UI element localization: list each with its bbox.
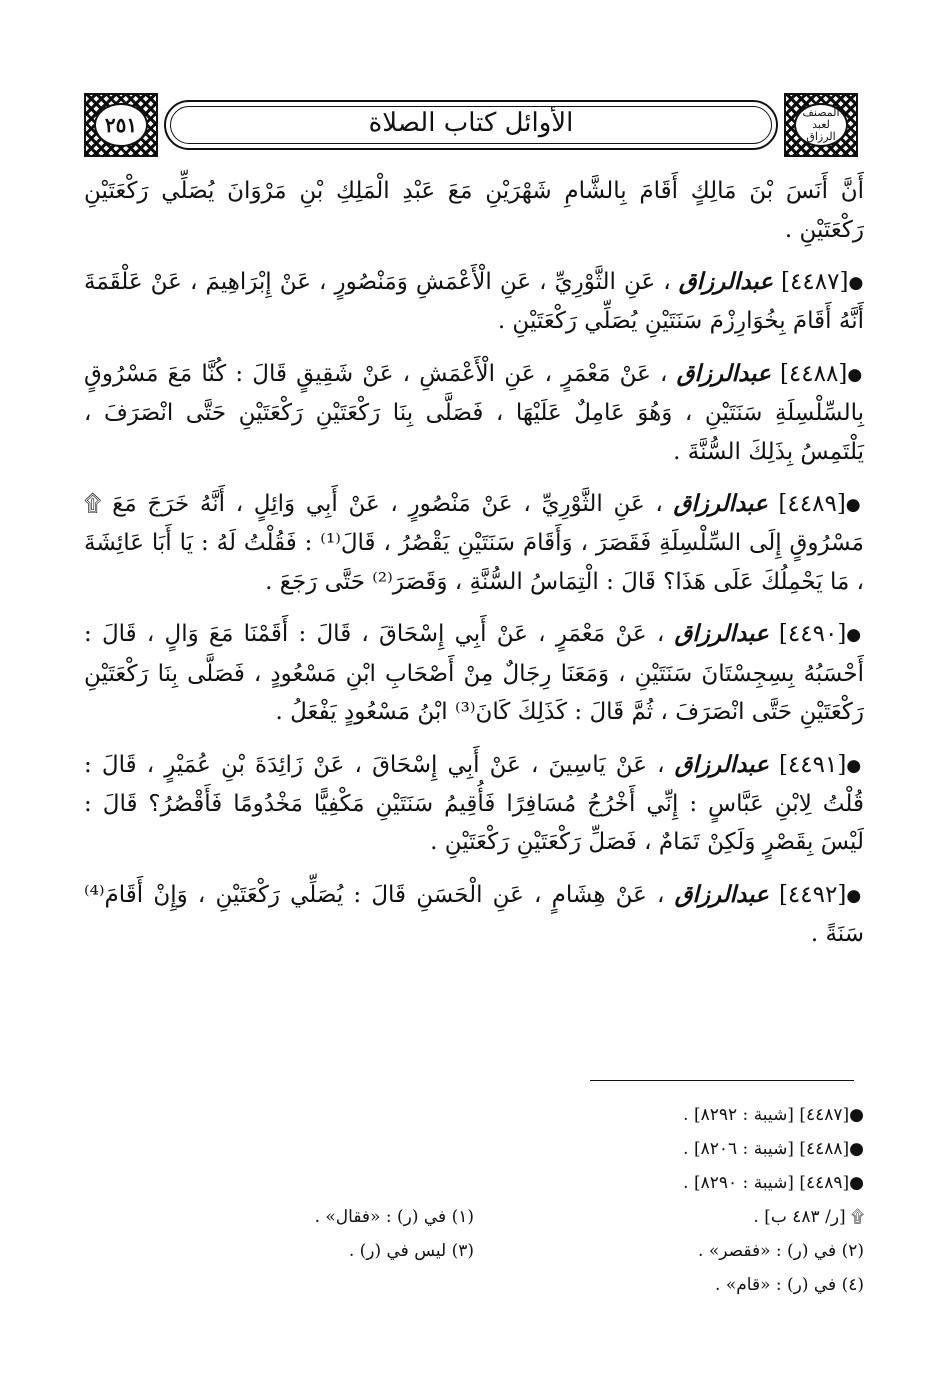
hadith-text: ، عَنْ يَاسِينَ ، عَنْ أَبِي إِسْحَاقَ ، عَنْ زَائِدَةَ بْنِ عُمَيْرٍ ، قَالَ : قُلْتُ لِابْنِ عَبَّاسٍ : إِنِّي أَخْرُجُ مُسَافِرًا فَأُقِيمُ سَنَتَيْنِ مَكْفِيًّا مَخْدُومًا فَأَقْصُرُ؟ قَالَ : لَيْسَ بِقَصْرٍ وَلَكِنْ تَمَامٌ ، فَصَلِّ رَكْعَتَيْنِ رَكْعَتَيْنِ . [84, 751, 864, 856]
main-text [84, 172, 864, 968]
bullet-icon: ● [849, 1105, 864, 1125]
page-number: ٢٥١ [104, 113, 138, 137]
bullet-icon: ● [846, 755, 864, 776]
narrator-name: عبدالرزاق [676, 359, 771, 387]
bullet-icon: ● [846, 625, 865, 645]
hadith-4491 [84, 746, 864, 862]
hadith-number: [٤٤٩١] [778, 751, 847, 778]
running-header [84, 90, 858, 160]
manuscript-marker-note: ۩ [ر/ ٤٨٣ ب] . [753, 1207, 864, 1227]
bullet-icon: ● [846, 885, 865, 906]
hadith-text: ، عَنِ الثَّوْرِيِّ ، عَنْ مَنْصُورٍ ، عَنْ أَبِي وَائِلٍ ، أَنَّهُ خَرَجَ مَعَ ۩ مَسْرُوقٍ إِلَى السِّلْسِلَةِ فَقَصَرَ ، وَأَقَامَ سَنَتَيْنِ يَقْصُرُ ، قَالَ⁽¹⁾ : فَقُلْتُ لَهُ : يَا أَبَا عَائِشَةَ ، مَا يَحْمِلُكَ عَلَى هَذَا؟ قَالَ : الْتِمَاسُ السُّنَّةِ ، وَقَصَرَ⁽²⁾ حَتَّى رَجَعَ . [84, 491, 864, 595]
title-cartouche [164, 100, 778, 150]
hadith-text: ، عَنْ مَعْمَرٍ ، عَنِ الْأَعْمَشِ ، عَنْ شَقِيقٍ قَالَ : كُنَّا مَعَ مَسْرُوقٍ بِالسِّلْسِلَةِ سَنَتَيْنِ ، وَهُوَ عَامِلٌ عَلَيْهَا ، فَصَلَّى بِنَا رَكْعَتَيْنِ رَكْعَتَيْنِ حَتَّى انْصَرَفَ ، يَلْتَمِسُ بِذَلِكَ السُّنَّةَ . [84, 360, 864, 465]
bullet-icon: ● [849, 1173, 864, 1193]
bullet-icon: ● [849, 1139, 864, 1159]
footnote-2: (٢) في (ر) : «فقصر» . [698, 1241, 864, 1261]
hadith-4492 [84, 876, 864, 954]
book-emblem-ornament [784, 93, 858, 157]
hadith-number: [٤٤٩٢] [778, 881, 847, 908]
hadith-text: ، عَنْ مَعْمَرٍ ، عَنْ أَبِي إِسْحَاقَ ، قَالَ : أَقَمْنَا مَعَ وَالٍ ، قَالَ : أَحْسَبُهُ بِسِجِسْتَانَ سَنَتَيْنِ ، وَمَعَنَا رِجَالٌ مِنْ أَصْحَابِ ابْنِ مَسْعُودٍ ، فَصَلَّى بِنَا رَكْعَتَيْنِ رَكْعَتَيْنِ حَتَّى انْصَرَفَ ، ثُمَّ قَالَ : كَذَلِكَ كَانَ⁽³⁾ ابْنُ مَسْعُودٍ يَفْعَلُ . [84, 621, 864, 725]
narrator-name: عبدالرزاق [674, 880, 769, 908]
bullet-icon: ● [848, 272, 865, 293]
source-note: ● [٤٤٨٨] [شيبة : ٨٢٠٦] . [84, 1132, 864, 1166]
footnote-3: (٣) ليس في (ر) . [348, 1241, 474, 1261]
hadith-text: ، عَنْ هِشَامٍ ، عَنِ الْحَسَنِ قَالَ : يُصَلِّي رَكْعَتَيْنِ ، وَإِنْ أَقَامَ⁽⁴⁾ سَنَةً . [84, 881, 864, 947]
footnote-divider [590, 1080, 854, 1081]
source-note: ● [٤٤٨٧] [شيبة : ٨٢٩٢] . [84, 1098, 864, 1132]
narrator-name: عبدالرزاق [674, 750, 769, 778]
book-emblem-text: المصنف لعبد الرزاق [802, 106, 840, 143]
hadith-4490 [84, 615, 864, 731]
source-note: ● [٤٤٨٩] [شيبة : ٨٢٩٠] . [84, 1166, 864, 1200]
footnote-row [84, 1234, 864, 1268]
hadith-number: [٤٤٨٩] [778, 491, 846, 517]
running-title: الأوائل كتاب الصلاة [368, 108, 574, 138]
hadith-4489 [84, 485, 864, 601]
narrator-name: عبدالرزاق [673, 490, 768, 517]
hadith-4488 [84, 355, 864, 471]
continuation-paragraph: أَنَّ أَنَسَ بْنَ مَالِكٍ أَقَامَ بِالشَّامِ شَهْرَيْنِ مَعَ عَبْدِ الْمَلِكِ بْنِ مَرْوَانَ يُصَلِّي رَكْعَتَيْنِ رَكْعَتَيْنِ . [84, 178, 864, 243]
footnote-1: (١) في (ر) : «فقال» . [314, 1207, 474, 1227]
footnote-row [84, 1268, 864, 1302]
bullet-icon: ● [847, 364, 864, 385]
hadith-number: [٤٤٨٨] [779, 360, 848, 387]
narrator-name: عبدالرزاق [674, 620, 769, 648]
footnote-row [84, 1200, 864, 1234]
footnote-4: (٤) في (ر) : «قام» . [715, 1275, 864, 1295]
hadith-4487 [84, 263, 864, 341]
page-number-ornament [84, 93, 158, 157]
bullet-icon: ● [845, 494, 865, 515]
hadith-number: [٤٤٩٠] [778, 621, 847, 648]
hadith-text: ، عَنِ الثَّوْرِيِّ ، عَنِ الْأَعْمَشِ وَمَنْصُورٍ ، عَنْ إِبْرَاهِيمَ ، عَنْ عَلْقَمَةَ أَنَّهُ أَقَامَ بِخُوَارِزْمَ سَنَتَيْنِ يُصَلِّي رَكْعَتَيْنِ . [84, 269, 864, 335]
footnotes [84, 1098, 864, 1302]
hadith-number: [٤٤٨٧] [781, 269, 849, 295]
narrator-name: عبدالرزاق [678, 268, 773, 295]
